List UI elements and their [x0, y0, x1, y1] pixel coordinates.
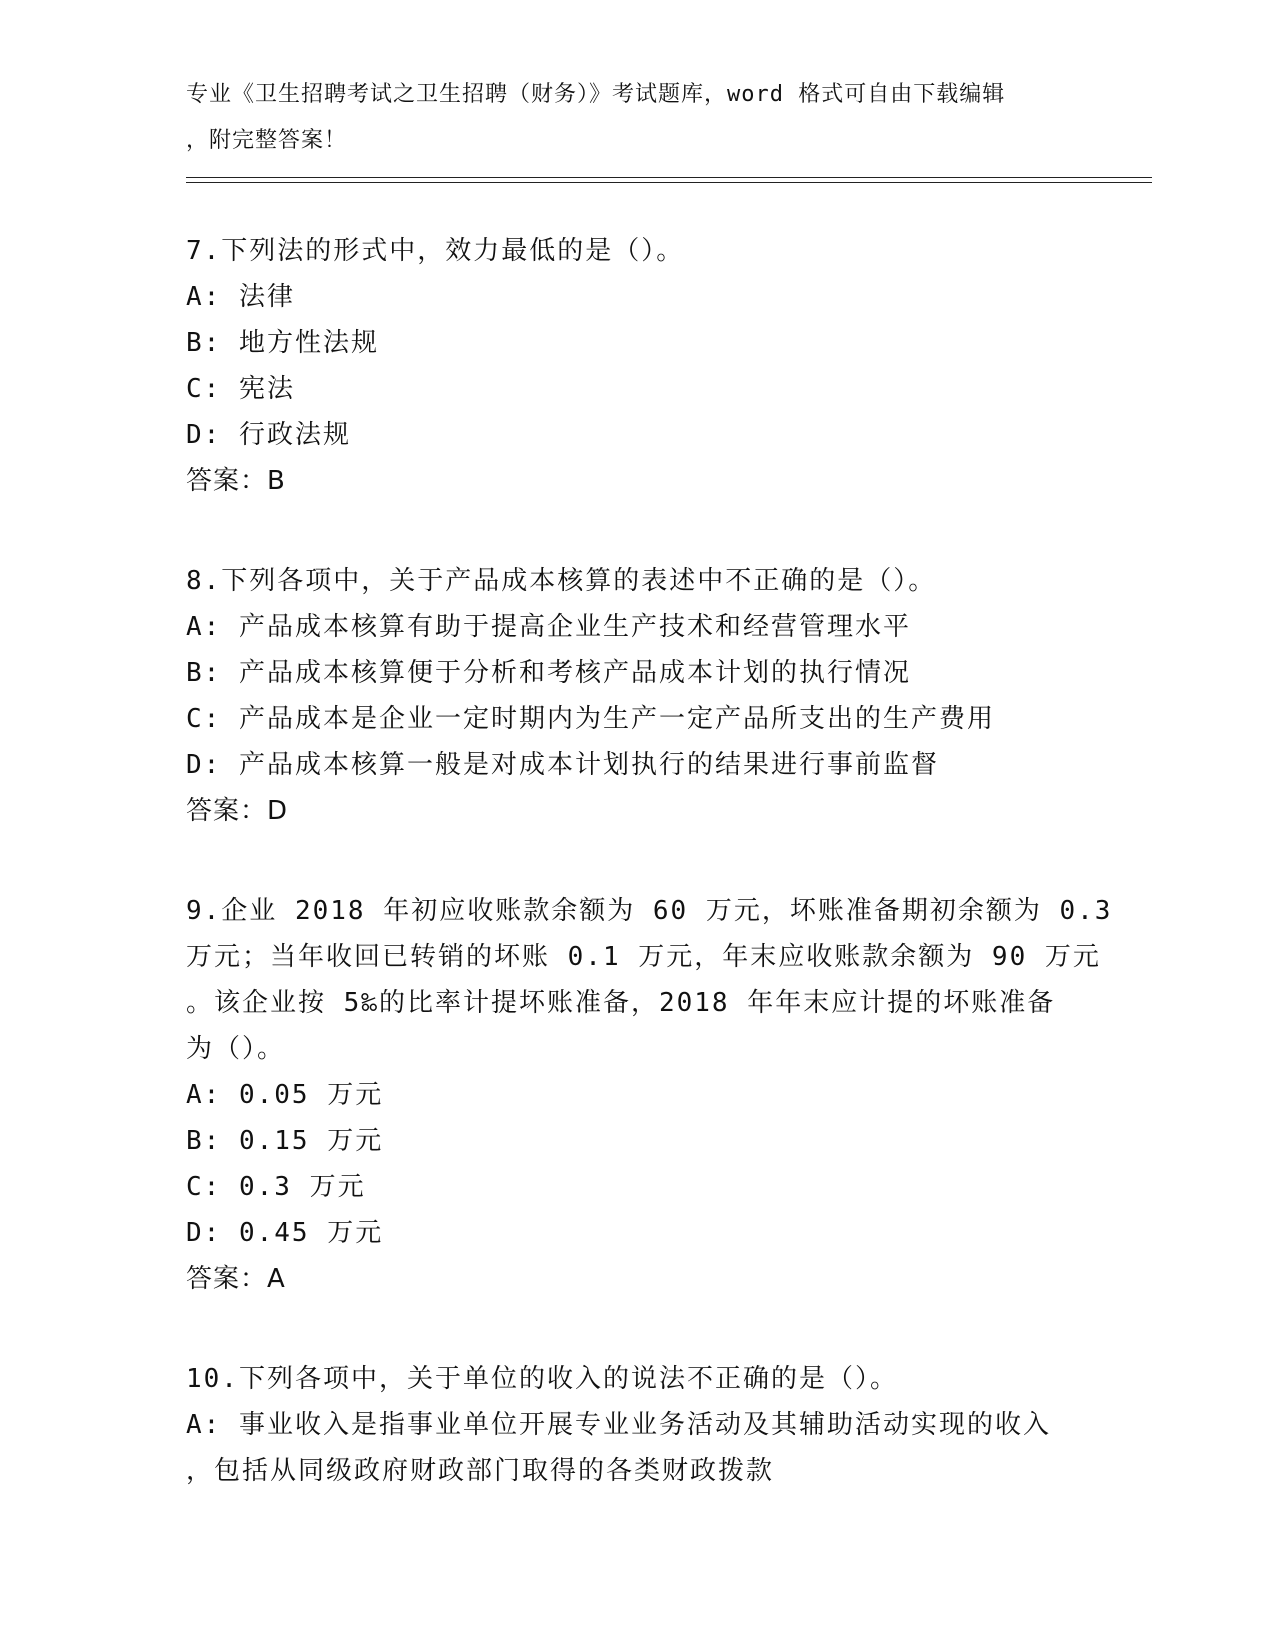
header-divider — [186, 177, 1152, 178]
option-d: D: 行政法规 — [186, 420, 351, 450]
document-header — [186, 72, 1066, 164]
header-line: ，附完整答案！ — [186, 128, 348, 153]
spacer — [186, 504, 1086, 558]
option-a: A: 法律 — [186, 282, 295, 312]
question-stem: 7.下列法的形式中，效力最低的是（）。 — [186, 236, 685, 266]
answer-label: 答案：B — [186, 466, 286, 496]
option-d: D: 0.45 万元 — [186, 1218, 384, 1248]
option-a: A: 0.05 万元 — [186, 1080, 384, 1110]
question-stem: 为（）。 — [186, 1034, 286, 1064]
question-stem: 8.下列各项中，关于产品成本核算的表述中不正确的是（）。 — [186, 566, 937, 596]
option-a-continued: ，包括从同级政府财政部门取得的各类财政拨款 — [186, 1456, 775, 1486]
question-list — [186, 228, 1113, 1494]
option-c: C: 0.3 万元 — [186, 1172, 366, 1202]
question-block — [186, 888, 1113, 1302]
question-block — [186, 1356, 1086, 1494]
question-stem: 10.下列各项中，关于单位的收入的说法不正确的是（）。 — [186, 1364, 898, 1394]
option-b: B: 产品成本核算便于分析和考核产品成本计划的执行情况 — [186, 658, 911, 688]
option-c: C: 宪法 — [186, 374, 295, 404]
answer-label: 答案：A — [186, 1264, 286, 1294]
question-block — [186, 558, 1086, 834]
option-b: B: 地方性法规 — [186, 328, 379, 358]
option-d: D: 产品成本核算一般是对成本计划执行的结果进行事前监督 — [186, 750, 939, 780]
header-divider — [186, 182, 1152, 183]
spacer — [186, 834, 1086, 888]
option-c: C: 产品成本是企业一定时期内为生产一定产品所支出的生产费用 — [186, 704, 995, 734]
option-a: A: 产品成本核算有助于提高企业生产技术和经营管理水平 — [186, 612, 911, 642]
question-stem: 9.企业 2018 年初应收账款余额为 60 万元，坏账准备期初余额为 0.3 — [186, 896, 1113, 926]
option-a: A: 事业收入是指事业单位开展专业业务活动及其辅助活动实现的收入 — [186, 1410, 1051, 1440]
question-block — [186, 228, 1086, 504]
header-line: 专业《卫生招聘考试之卫生招聘（财务）》考试题库，word 格式可自由下载编辑 — [186, 82, 1006, 107]
question-stem: 万元；当年收回已转销的坏账 0.1 万元，年末应收账款余额为 90 万元 — [186, 942, 1101, 972]
option-b: B: 0.15 万元 — [186, 1126, 384, 1156]
answer-label: 答案：D — [186, 796, 289, 826]
question-stem: 。该企业按 5‰的比率计提坏账准备，2018 年年末应计提的坏账准备 — [186, 988, 1056, 1018]
spacer — [186, 1302, 1086, 1356]
